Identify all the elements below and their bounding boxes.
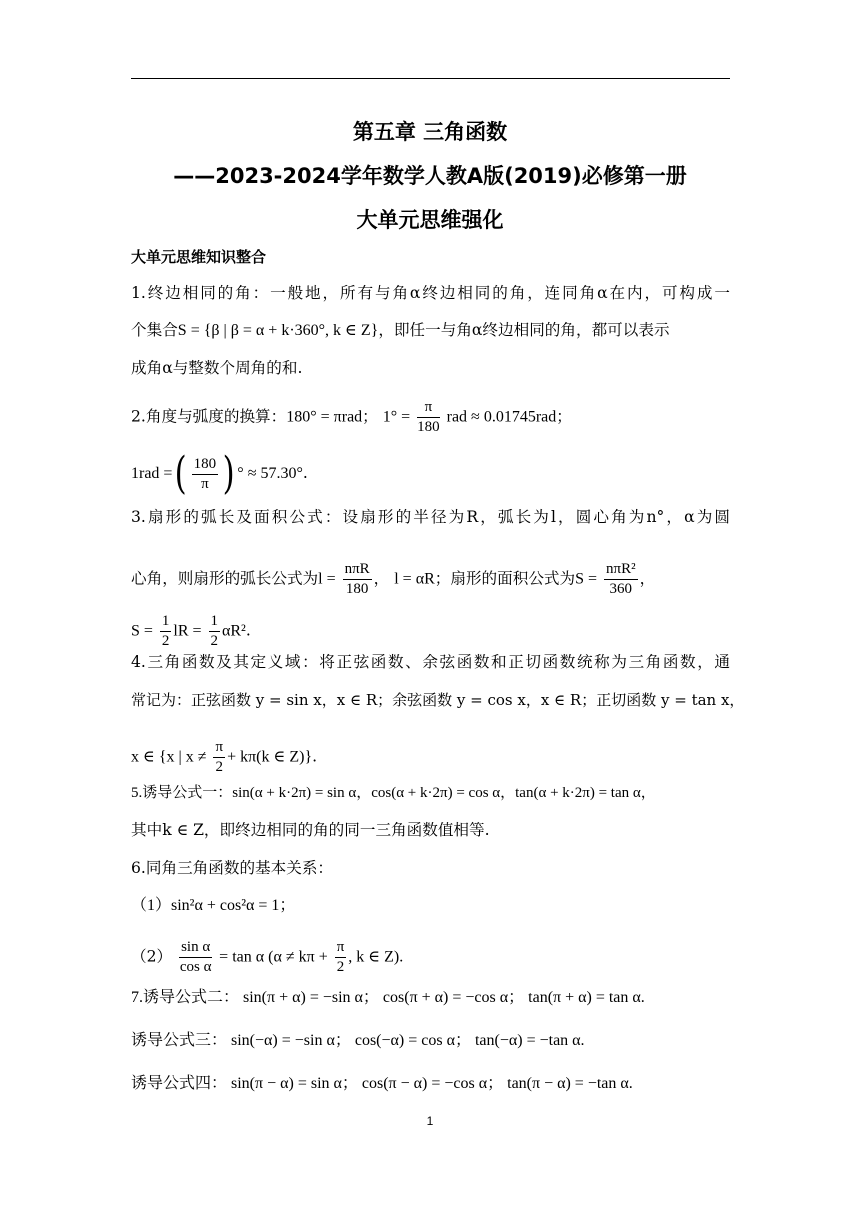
page-number: 1 — [426, 1114, 434, 1128]
item-5-line-2: 其中k ∈ Z，即终边相同的角的同一三角函数值相等. — [131, 821, 490, 839]
header-rule — [131, 78, 730, 79]
section-heading: 大单元思维知识整合 — [131, 248, 267, 266]
item-4-line-1: 4.三角函数及其定义域：将正弦函数、余弦函数和正切函数统称为三角函数，通 — [131, 653, 730, 671]
180-over-pi-fraction: $\frac{180}{\pi}$ — [193, 455, 217, 492]
item-2-line-1: 2.角度与弧度的换算：180° = πrad； 1° = $\frac{\pi}{180}$ rad ≈ 0.01745rad； — [131, 399, 572, 435]
chapter-title: 第五章 三角函数 — [352, 120, 508, 144]
item-4-line-3: x ∈ {x | x ≠ $\frac{\pi}{2}$ + kπ(k ∈ Z)}. — [131, 739, 318, 775]
item-3-line-3: S = $\frac{1}{2}$ lR = $\frac{1}{2}$ αR². — [131, 613, 251, 649]
item-1-line-3: 成角α与整数个周角的和. — [131, 359, 303, 377]
induction-formula-2: 7.诱导公式二： sin(π + α) = −sin α； cos(π + α) = −cos α； tan(π + α) = tan α. — [131, 989, 645, 1006]
unit-title: 大单元思维强化 — [356, 208, 504, 232]
item-1-line-1: 1.终边相同的角：一般地，所有与角α终边相同的角，连同角α在内，可构成一 — [131, 284, 730, 302]
item-3-line-2: 心角，则扇形的弧长公式为l = $\frac{\text{nπR}}{180}$ ， l = αR；扇形的面积公式为S = $\frac{\text{nπR²}}{360}$ ， — [131, 561, 656, 597]
item-2-line-2: 1rad =( $\frac{180}{\pi}$ ) ° ≈ 57.30°. — [131, 448, 308, 499]
set-formula: S = {β | β = α + k·360°, k ∈ Z} — [177, 322, 379, 339]
sin-over-cos-fraction: $\frac{\text{sin α}}{\text{cos α}}$ — [179, 939, 212, 975]
induction-formula-4: 诱导公式四： sin(π − α) = sin α； cos(π − α) = −cos α； tan(π − α) = −tan α. — [131, 1075, 633, 1092]
identity-1: （1）sin²α + cos²α = 1； — [131, 897, 296, 914]
book-subtitle: ——2023-2024学年数学人教A版(2019)必修第一册 — [173, 164, 687, 188]
induction-formula-3: 诱导公式三： sin(−α) = −sin α； cos(−α) = cos α； tan(−α) = −tan α. — [131, 1032, 585, 1049]
item-1-line-2: 个集合S = {β | β = α + k·360°, k ∈ Z}，即任一与角α终边相同的角，都可以表示 — [131, 321, 670, 339]
sector-area-fraction: $\frac{\text{nπR²}}{360}$ — [606, 561, 636, 597]
item-5-line-1: 5.诱导公式一：sin(α + k·2π) = sin α，cos(α + k·2π) = cos α，tan(α + k·2π) = tan α， — [131, 785, 656, 801]
arc-length-fraction: $\frac{\text{nπR}}{180}$ — [344, 561, 370, 597]
item-6-heading: 6.同角三角函数的基本关系： — [131, 859, 334, 877]
item-4-line-2: 常记为：正弦函数 y = sin x，x ∈ R；余弦函数 y = cos x，x ∈ R；正切函数 y = tan x， — [131, 691, 745, 709]
identity-2: （2） $\frac{\text{sin α}}{\text{cos α}}$ = tan α (α ≠ kπ + $\frac{\pi}{2}$ , k ∈ Z). — [131, 939, 404, 975]
pi-over-180-fraction: $\frac{\pi}{180}$ — [417, 399, 440, 435]
item-3-line-1: 3.扇形的弧长及面积公式：设扇形的半径为R，弧长为l，圆心角为n°，α为圆 — [131, 508, 730, 526]
